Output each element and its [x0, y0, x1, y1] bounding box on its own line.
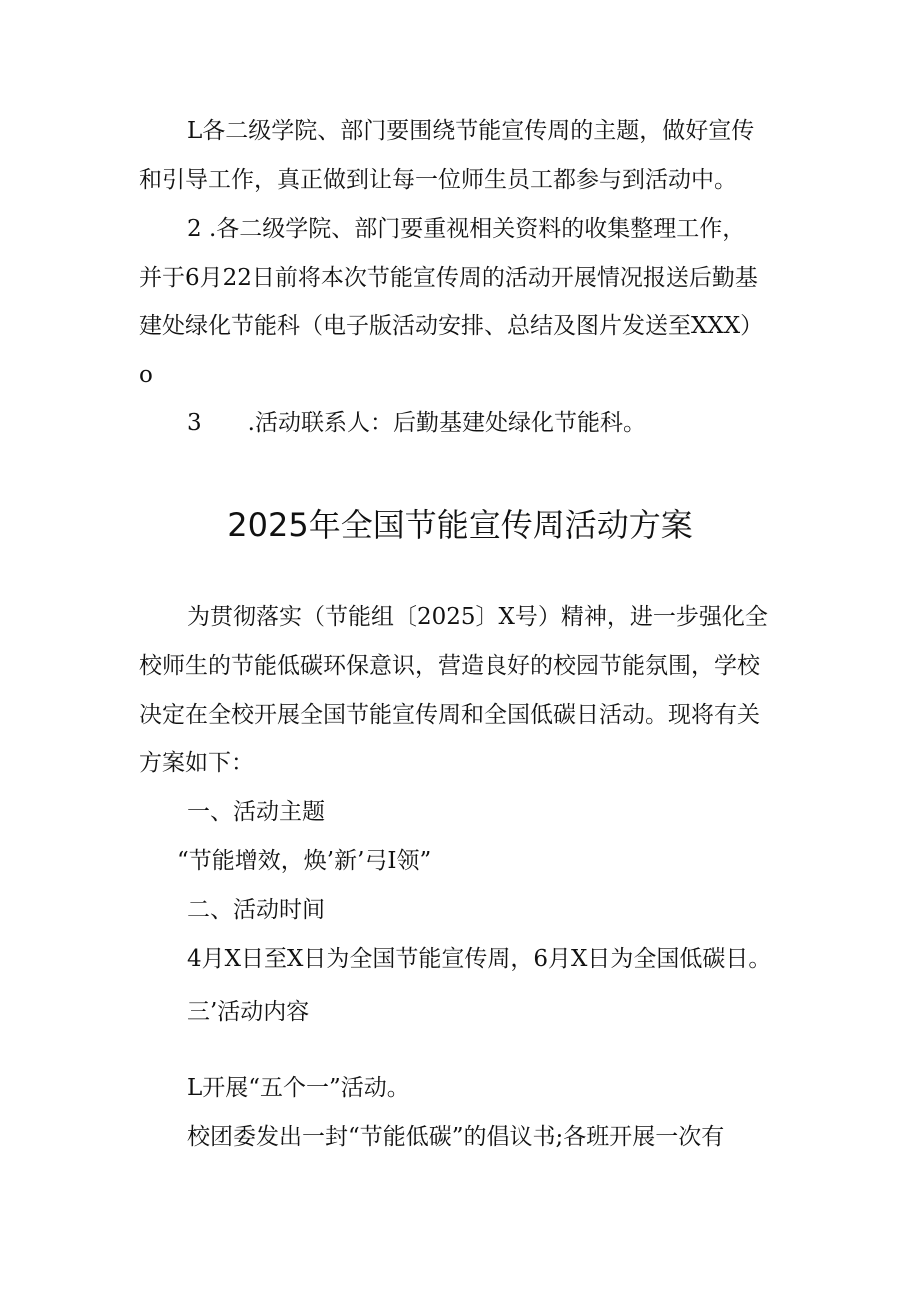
- section-heading: 二、活动时间: [187, 897, 325, 923]
- paragraph-line: 和引导工作，真正做到让每一位师生员工都参与到活动中。: [139, 167, 737, 193]
- paragraph-line: 为贯彻落实（节能组〔2025〕X号）精神，进一步强化全: [187, 604, 768, 630]
- paragraph-line: 决定在全校开展全国节能宣传周和全国低碳日活动。现将有关: [139, 702, 760, 728]
- paragraph-line: 校团委发出一封“节能低碳”的倡议书;各班开展一次有: [187, 1124, 725, 1150]
- paragraph-line: 并于6月22日前将本次节能宣传周的活动开展情况报送后勤基: [139, 265, 758, 291]
- paragraph-line: 校师生的节能低碳环保意识，营造良好的校园节能氛围，学校: [139, 653, 760, 679]
- paragraph-line: L各二级学院、部门要围绕节能宣传周的主题，做好宣传: [187, 118, 755, 144]
- theme-slogan: “节能增效，焕’新’弓I领”: [177, 848, 432, 874]
- section-heading: 一、活动主题: [187, 799, 325, 825]
- document-title: 2025年全国节能宣传周活动方案: [227, 506, 693, 544]
- paragraph-line: 2 .各二级学院、部门要重视相关资料的收集整理工作，: [187, 216, 746, 242]
- section-heading: 三’活动内容: [187, 999, 310, 1025]
- paragraph-line: 3 .活动联系人：后勤基建处绿化节能科。: [187, 410, 646, 436]
- paragraph-line: o: [139, 362, 153, 388]
- paragraph-line: 方案如下：: [139, 750, 254, 776]
- paragraph-line: 建处绿化节能科（电子版活动安排、总结及图片发送至XXX）: [139, 313, 764, 339]
- subsection-heading: L开展“五个一”活动。: [187, 1075, 410, 1101]
- paragraph-line: 4月X日至X日为全国节能宣传周，6月X日为全国低碳日。: [187, 946, 772, 972]
